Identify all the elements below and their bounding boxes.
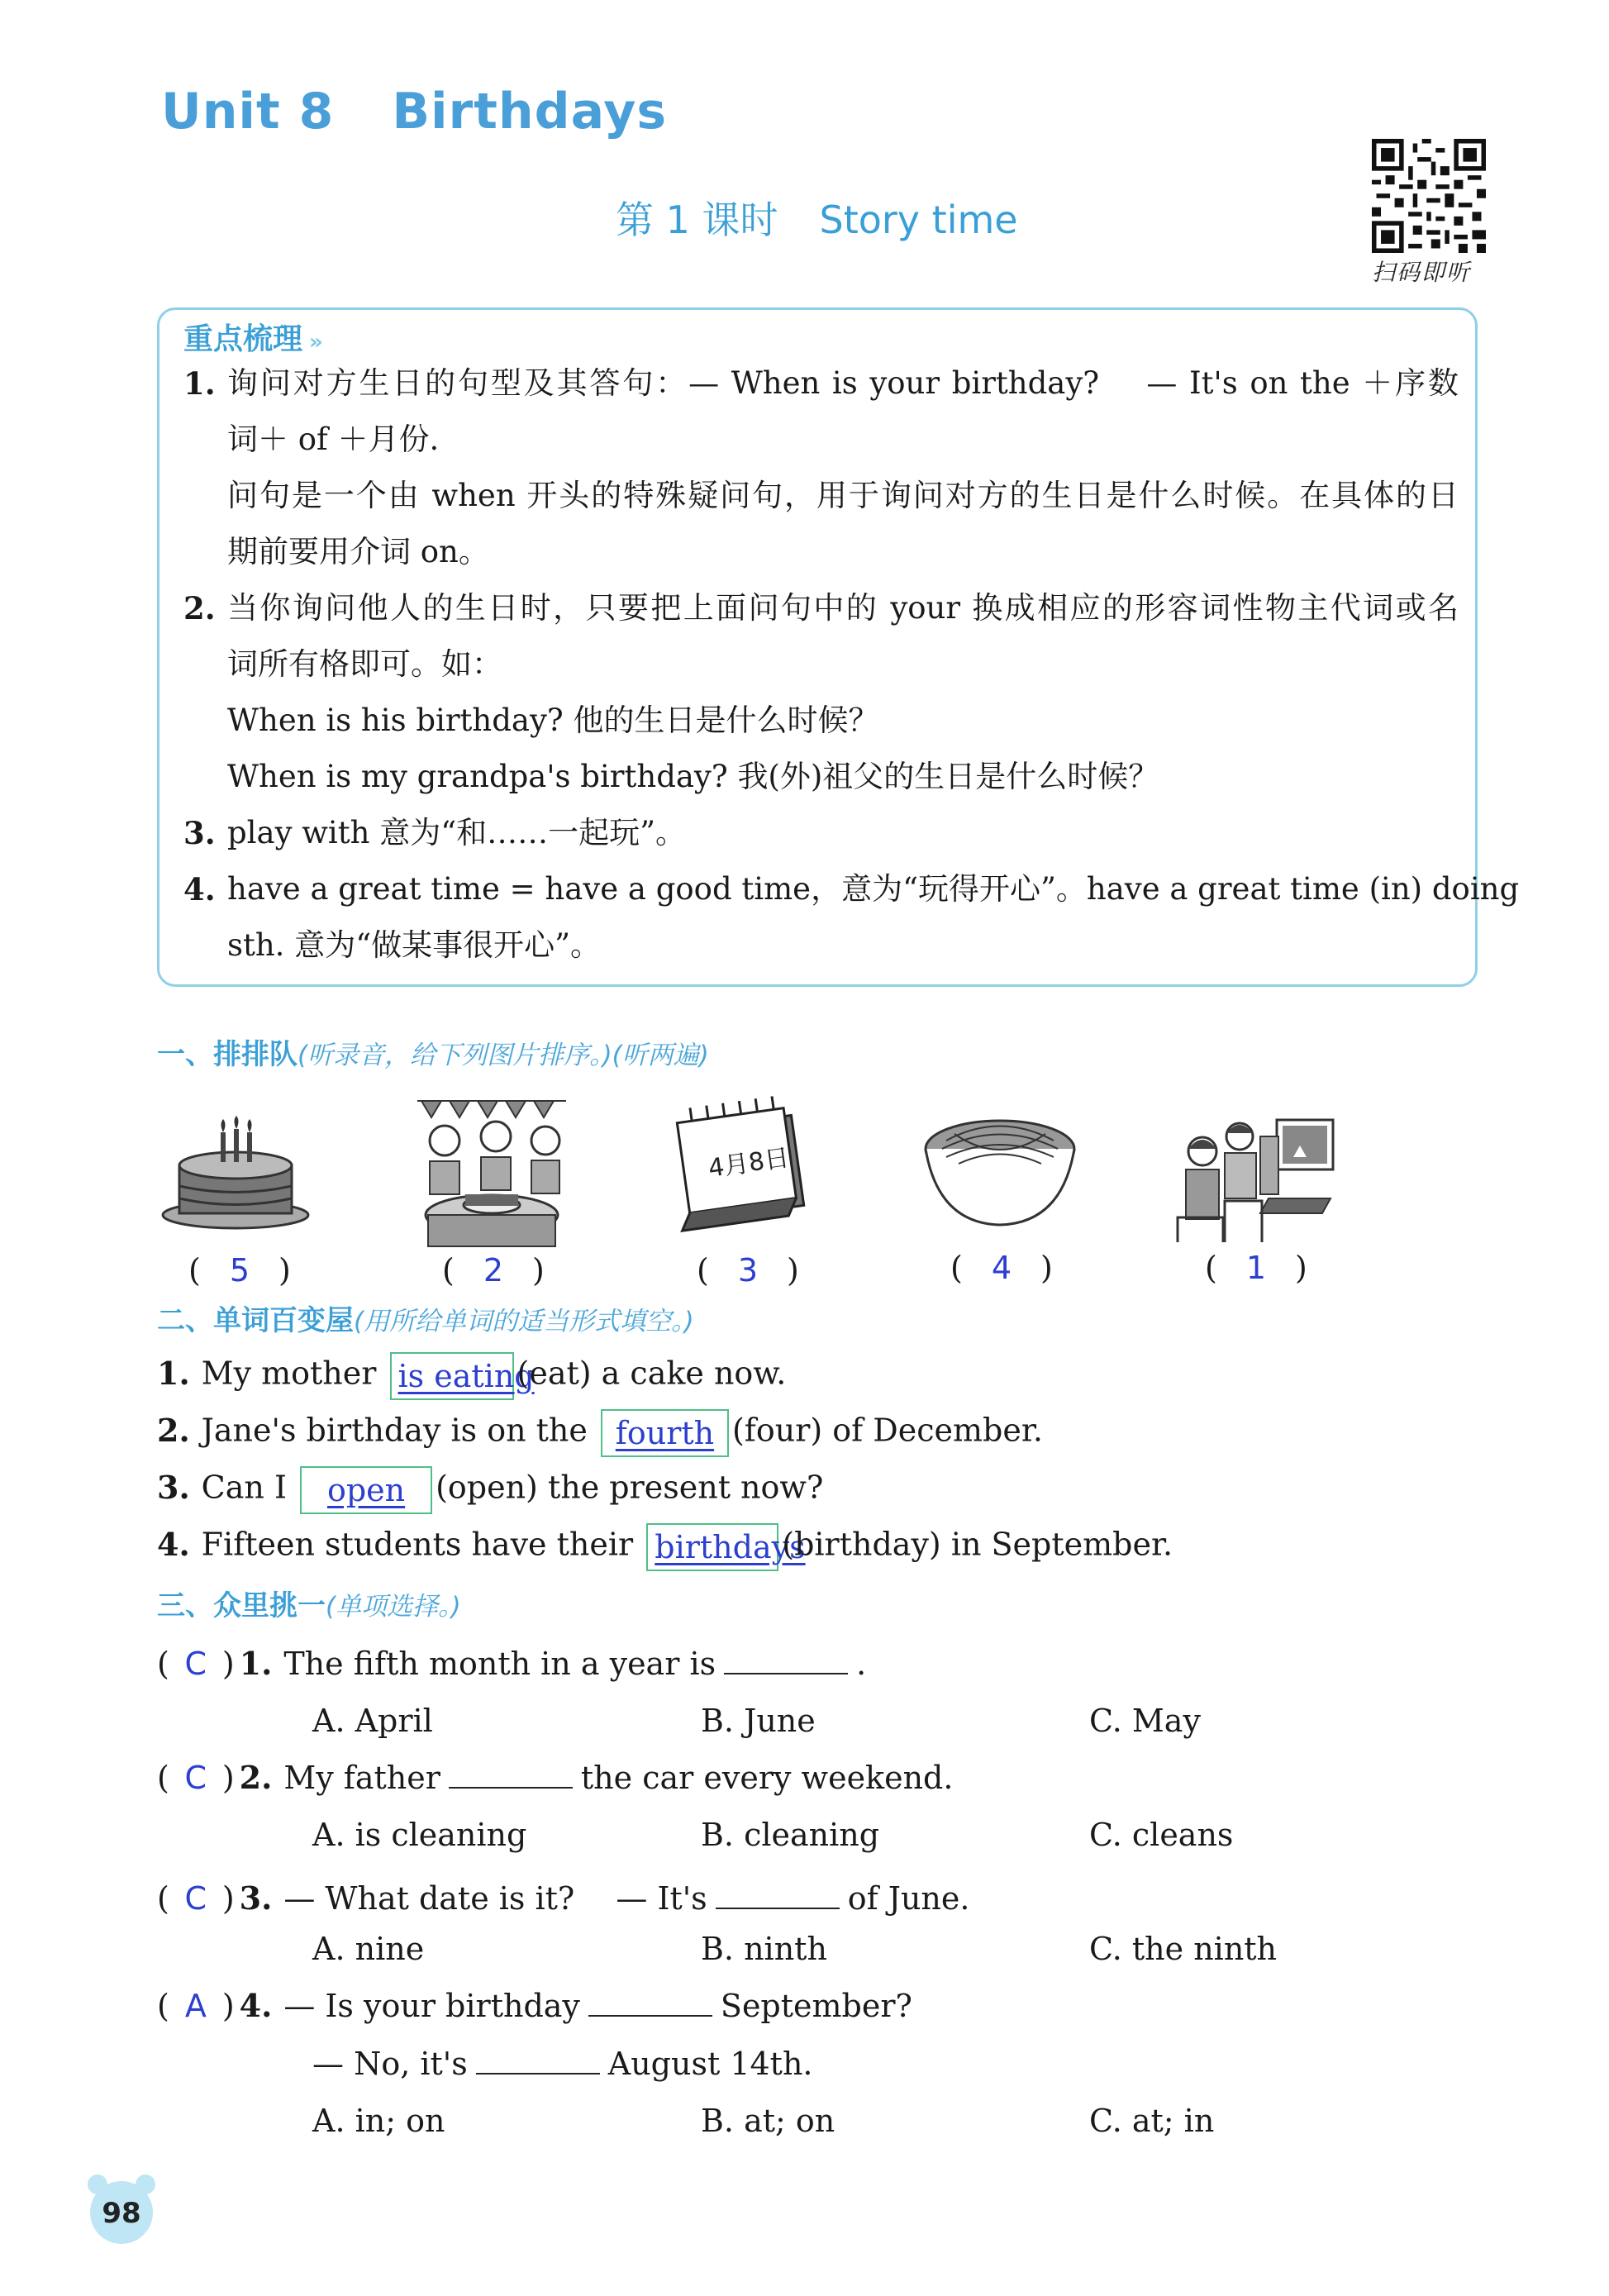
chevron-right-icon: » (309, 330, 323, 355)
order-answer-2: ( 2 ) (442, 1252, 545, 1289)
section1-heading: 一、排排队 (157, 1038, 298, 1071)
question-text: (birthday) in September. (782, 1526, 1173, 1563)
key-point-line: 词＋ of ＋月份. (227, 422, 440, 457)
choice-question-3: ( C ) 3. — What date is it? — It's of June. (157, 1879, 970, 1917)
lesson-title (616, 190, 1018, 245)
question-text: the car every weekend. (580, 1760, 954, 1796)
answer-blank (476, 2045, 600, 2074)
question-number: 2. (239, 1759, 273, 1796)
question-number: 2. (157, 1411, 190, 1449)
choice-answer[interactable]: A (184, 1988, 207, 2024)
unit-name: Birthdays (392, 83, 668, 141)
option-b[interactable]: B. June (701, 1703, 816, 1739)
key-point-line: 问句是一个由 when 开头的特殊疑问句，用于询问对方的生日是什么时候。在具体的日 (227, 478, 1459, 513)
section2-instruction: (用所给单词的适当形式填空。) (354, 1307, 694, 1336)
choice-answer[interactable]: C (184, 1880, 207, 1917)
question-text: Can I (201, 1469, 287, 1506)
answer-blank (449, 1759, 573, 1789)
key-point-number: 2. (183, 590, 216, 626)
unit-title (161, 83, 667, 141)
section1-title (157, 1031, 709, 1072)
choice-answer[interactable]: C (184, 1646, 207, 1682)
choice-question-4-line2 (312, 2045, 813, 2082)
order-answer-3: ( 3 ) (697, 1252, 799, 1289)
option-a[interactable]: A. nine (312, 1931, 425, 1967)
section1-instruction: (听录音，给下列图片排序。)(听两遍) (298, 1041, 709, 1070)
question-text: August 14th. (607, 2046, 813, 2082)
answer-blank (716, 1879, 840, 1909)
option-c[interactable]: C. the ninth (1089, 1931, 1278, 1967)
question-text: Fifteen students have their (201, 1526, 634, 1563)
key-points-title-text: 重点梳理 (183, 322, 303, 356)
key-point-line: 当你询问他人的生日时，只要把上面问句中的 your 换成相应的形容词性物主代词或名 (227, 590, 1459, 626)
question-text: September? (720, 1988, 912, 2024)
choice-question-2: ( C ) 2. My father the car every weekend. (157, 1759, 954, 1796)
calendar-icon (665, 1089, 822, 1238)
fill-question-1 (157, 1352, 786, 1400)
question-text: — What date is it? — It's (283, 1880, 707, 1917)
key-point-number: 3. (183, 815, 216, 851)
answer-input[interactable]: open (300, 1466, 432, 1514)
answer-input[interactable]: birthdays (646, 1523, 778, 1571)
question-text: The fifth month in a year is (283, 1646, 716, 1682)
question-number: 1. (239, 1645, 273, 1682)
question-text: . (856, 1646, 867, 1682)
order-answer-1: ( 5 ) (188, 1252, 291, 1289)
question-text: Jane's birthday is on the (201, 1412, 588, 1449)
choice-question-1: ( C ) 1. The fifth month in a year is . (157, 1645, 867, 1682)
question-number: 3. (157, 1468, 190, 1506)
question-number: 4. (239, 1987, 273, 2024)
qr-caption: 扫码即听 (1372, 259, 1472, 286)
answer-input[interactable]: is eating (390, 1352, 514, 1400)
order-answer-5: ( 1 ) (1205, 1250, 1307, 1286)
section3-heading: 三、众里挑一 (157, 1589, 326, 1622)
order-answer-4: ( 4 ) (950, 1250, 1053, 1286)
choice-answer[interactable]: C (184, 1760, 207, 1796)
section2-title (157, 1298, 694, 1338)
order-answer-value[interactable]: 4 (991, 1250, 1012, 1286)
option-c[interactable]: C. at; in (1089, 2103, 1215, 2139)
option-c[interactable]: C. May (1089, 1703, 1201, 1739)
key-point-number: 4. (183, 871, 216, 907)
choice-question-4: ( A ) 4. — Is your birthday September? (157, 1987, 912, 2024)
calendar-date-label: 4月8日 (707, 1143, 792, 1184)
section2-heading: 二、单词百变屋 (157, 1304, 354, 1337)
key-points-title (183, 316, 323, 358)
kids-computer-icon (1173, 1112, 1335, 1244)
question-text: (four) of December. (731, 1412, 1043, 1449)
key-point-line: sth. 意为“做某事很开心”。 (227, 927, 602, 963)
key-point-line: 期前要用介词 on。 (227, 534, 489, 569)
section3-title (157, 1583, 461, 1623)
order-answer-value[interactable]: 5 (229, 1252, 250, 1289)
lesson-number: 第 1 课时 (616, 198, 778, 242)
order-answer-value[interactable]: 2 (483, 1252, 503, 1289)
key-point-line: When is my grandpa's birthday? 我(外)祖父的生日是什么时候？ (227, 759, 1159, 794)
question-number: 1. (157, 1354, 190, 1392)
question-number: 4. (157, 1525, 190, 1563)
lesson-name: Story time (819, 198, 1018, 242)
question-text: (open) the present now? (436, 1469, 824, 1506)
question-text: — No, it's (312, 2046, 468, 2082)
question-number: 3. (239, 1879, 273, 1917)
page-number-badge (83, 2170, 160, 2247)
question-text: My father (283, 1760, 440, 1796)
answer-blank (724, 1645, 848, 1674)
answer-blank (588, 1987, 712, 2017)
noodles-bowl-icon (921, 1116, 1078, 1231)
question-text: (eat) a cake now. (516, 1355, 787, 1392)
fill-question-2 (157, 1409, 1043, 1457)
order-answer-value[interactable]: 3 (737, 1252, 758, 1289)
key-point-line: When is his birthday? 他的生日是什么时候？ (227, 703, 879, 738)
key-point-line: 询问对方生日的句型及其答句：— When is your birthday? — It's on the ＋序数 (227, 365, 1459, 401)
answer-input[interactable]: fourth (601, 1409, 729, 1457)
option-b[interactable]: B. cleaning (701, 1817, 880, 1853)
birthday-party-icon (413, 1091, 570, 1248)
option-a[interactable]: A. April (312, 1703, 433, 1739)
option-b[interactable]: B. at; on (701, 2103, 835, 2139)
order-answer-value[interactable]: 1 (1245, 1250, 1266, 1286)
question-text: — Is your birthday (283, 1988, 580, 2024)
option-a[interactable]: A. in; on (312, 2103, 445, 2139)
unit-number: Unit 8 (161, 83, 335, 141)
question-text: My mother (201, 1355, 377, 1392)
page-number: 98 (102, 2197, 141, 2230)
option-b[interactable]: B. ninth (701, 1931, 827, 1967)
key-point-number: 1. (183, 365, 216, 402)
fill-question-3 (157, 1466, 823, 1514)
fill-question-4 (157, 1523, 1173, 1571)
birthday-cake-icon (161, 1108, 310, 1231)
key-point-line: have a great time = have a good time，意为“玩得开心”。have a great time (in) doing (227, 871, 1520, 907)
key-point-line: 词所有格即可。如： (227, 646, 502, 682)
option-a[interactable]: A. is cleaning (312, 1817, 527, 1853)
qr-code-icon[interactable] (1372, 139, 1486, 253)
question-text: of June. (847, 1880, 970, 1917)
option-c[interactable]: C. cleans (1089, 1817, 1234, 1853)
key-point-line: play with 意为“和……一起玩”。 (227, 815, 687, 850)
section3-instruction: (单项选择。) (326, 1592, 461, 1622)
